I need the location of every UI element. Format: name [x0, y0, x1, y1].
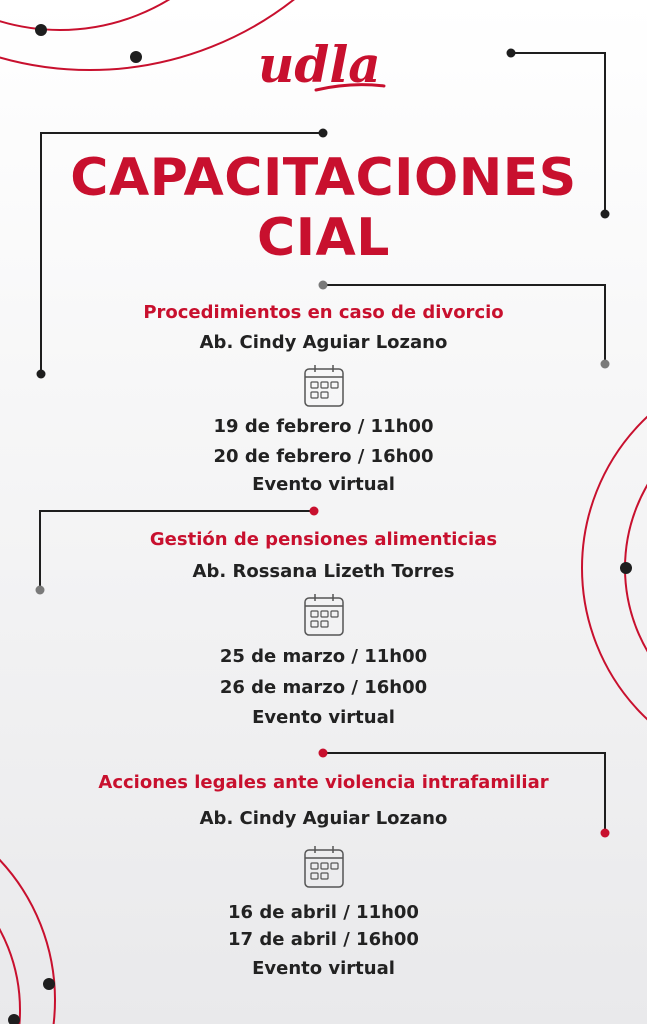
event-1-mode: Evento virtual [252, 474, 395, 495]
dot [8, 1014, 20, 1024]
dot [319, 281, 328, 290]
logo-text: udla [258, 36, 381, 94]
dot [319, 129, 328, 138]
dot [36, 586, 45, 595]
dot [601, 360, 610, 369]
event-1-subject: Procedimientos en caso de divorcio [143, 302, 504, 323]
dot [35, 24, 47, 36]
event-2-mode: Evento virtual [252, 707, 395, 728]
event-3-date-1: 16 de abril / 11h00 [228, 902, 419, 923]
event-2-date-2: 26 de marzo / 16h00 [219, 677, 428, 698]
event-3-subject: Acciones legales ante violencia intrafamiliar [98, 772, 549, 793]
udla-logo [256, 36, 386, 100]
event-3-date-2: 17 de abril / 16h00 [228, 929, 419, 950]
event-3-mode: Evento virtual [252, 958, 395, 979]
calendar-icon [303, 593, 345, 637]
calendar-icon [303, 845, 345, 889]
page-title-line-2: CIAL [257, 208, 390, 268]
event-1-date-2: 20 de febrero / 16h00 [213, 446, 434, 467]
dot [310, 507, 319, 516]
event-2-subject: Gestión de pensiones alimenticias [149, 529, 498, 550]
calendar-icon [303, 364, 345, 408]
event-1-date-1: 19 de febrero / 11h00 [213, 416, 434, 437]
dot [37, 370, 46, 379]
event-3-speaker: Ab. Cindy Aguiar Lozano [199, 808, 448, 829]
dot [507, 49, 516, 58]
event-1-speaker: Ab. Cindy Aguiar Lozano [199, 332, 448, 353]
event-2-speaker: Ab. Rossana Lizeth Torres [192, 561, 455, 582]
page-title-line-1: CAPACITACIONES [70, 148, 577, 208]
event-2-date-1: 25 de marzo / 11h00 [219, 646, 428, 667]
dot [319, 749, 328, 758]
dot [130, 51, 142, 63]
